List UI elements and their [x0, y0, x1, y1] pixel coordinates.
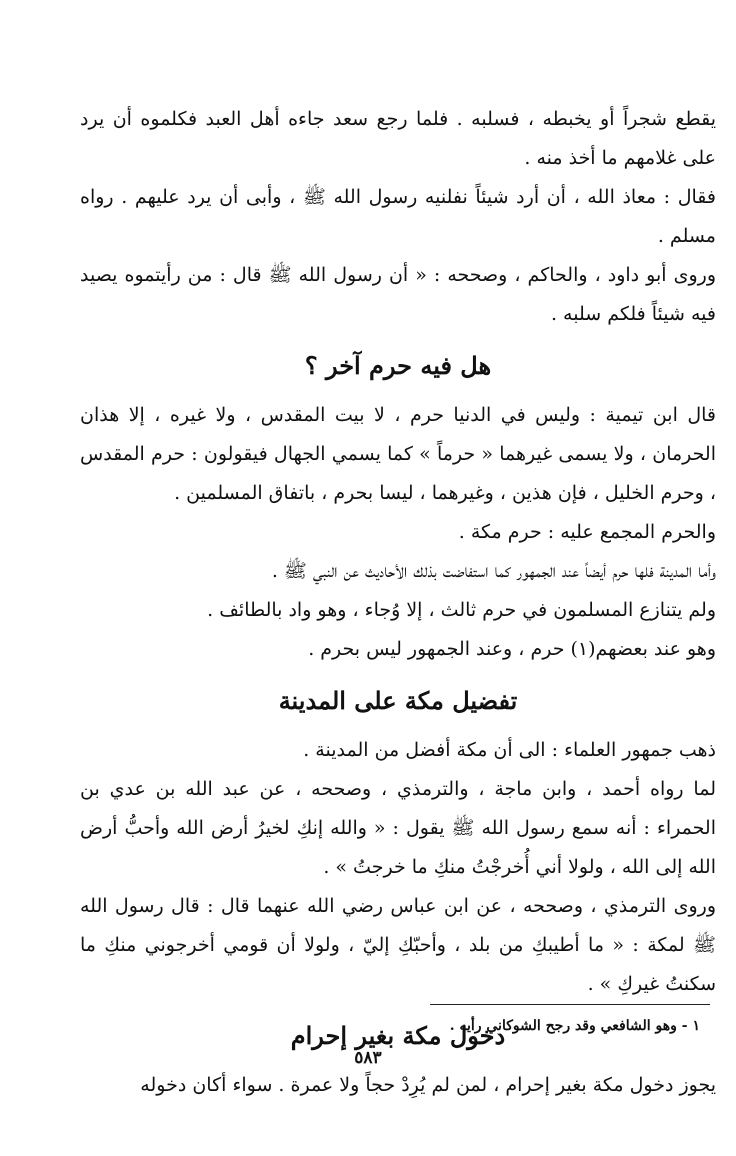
paragraph: وروى الترمذي ، وصححه ، عن ابن عباس رضي الله عنهما قال : قال رسول الله ﷺ لمكة : « ما أطيبكِ من بلد ، وأحبّكِ إليّ ، ولولا أن قومي أخرجوني منكِ ما سكنتُ غيركِ » .: [80, 895, 716, 995]
paragraph: قال ابن تيمية : وليس في الدنيا حرم ، لا بيت المقدس ، ولا غيره ، إلا هذان الحرمان ، ولا يسمى غيرهما « حرماً » كما يسمي الجهال فيقولون : حرم المقدس ، وحرم الخليل ، فإن هذين ، وغيرهما ، ليسا بحرم ، باتفاق المسلمين .: [80, 404, 716, 504]
paragraph: يجوز دخول مكة بغير إحرام ، لمن لم يُرِدْ حجاً ولا عمرة . سواء أكان دخوله: [140, 1074, 716, 1096]
paragraph: يقطع شجراً أو يخبطه ، فسلبه . فلما رجع سعد جاءه أهل العبد فكلموه أن يرد على غلامهم ما أخذ منه .: [80, 108, 716, 169]
paragraph: لما رواه أحمد ، وابن ماجة ، والترمذي ، وصححه ، عن عبد الله بن عدي بن الحمراء : أنه سمع رسول الله ﷺ يقول : « والله إنكِ لخيرُ أرض الله وأحبُّ أرض الله إلى الله ، ولولا أني أُخرجْتُ منكِ ما خرجتُ » .: [80, 778, 716, 878]
section-heading: هل فيه حرم آخر ؟: [304, 351, 492, 380]
section-heading: تفضيل مكة على المدينة: [278, 686, 518, 715]
page-number: ٥٨٣: [354, 1048, 382, 1068]
paragraph: فقال : معاذ الله ، أن أرد شيئاً نفلنيه رسول الله ﷺ ، وأبى أن يرد عليهم . رواه مسلم .: [80, 186, 716, 247]
paragraph: والحرم المجمع عليه : حرم مكة .: [458, 521, 716, 543]
footnote-divider: [430, 1004, 710, 1005]
paragraph: وروى أبو داود ، والحاكم ، وصححه : « أن رسول الله ﷺ قال : من رأيتموه يصيد فيه شيئاً فلكم سلبه .: [80, 264, 716, 325]
footnote: ١ - وهو الشافعي وقد رجح الشوكاني رأيه .: [449, 1018, 700, 1034]
paragraph: وأما المدينة فلها حرم أيضاً عند الجمهور كما استفاضت بذلك الأحاديث عن النبي ﷺ .: [271, 560, 716, 582]
section-heading: دخول مكة بغير إحرام: [290, 1021, 506, 1050]
paragraph: ولم يتنازع المسلمون في حرم ثالث ، إلا وُجاء ، وهو واد بالطائف .: [207, 599, 716, 621]
paragraph: ذهب جمهور العلماء : الى أن مكة أفضل من المدينة .: [303, 739, 716, 761]
paragraph: وهو عند بعضهم(١) حرم ، وعند الجمهور ليس بحرم .: [308, 638, 716, 660]
page-body: [80, 100, 716, 1105]
